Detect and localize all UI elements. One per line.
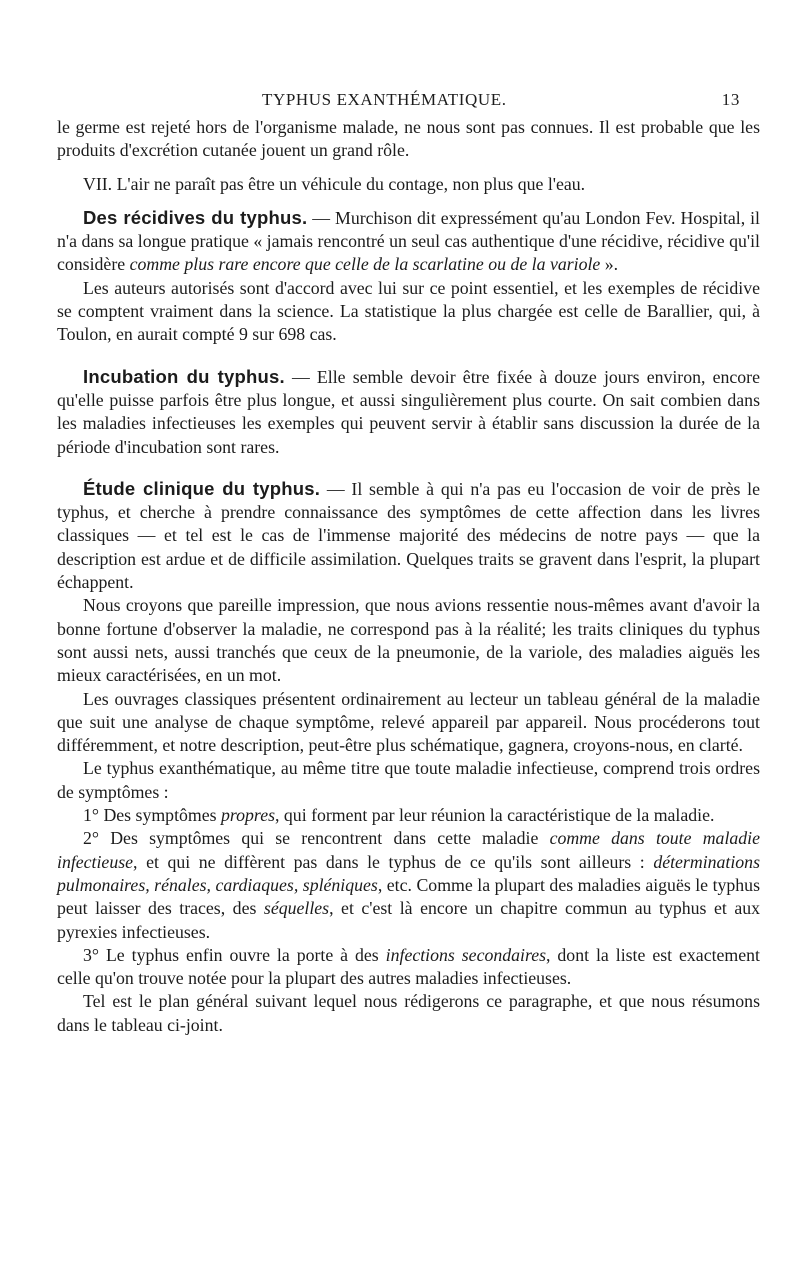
paragraph-continuation: le germe est rejeté hors de l'organisme malade, ne nous sont pas connues. Il est probable que les produits d'excrétion cutanée jouent un grand rôle. [57,117,760,161]
section-heading-etude: Étude clinique du typhus. [83,477,321,499]
list-item-1: 1° Des symptômes propres, qui forment par leur réunion la caractéristique de la maladie. [83,805,715,826]
page-number: 13 [721,90,740,109]
paragraph-trois-ordres: Le typhus exanthématique, au même titre que toute maladie infectieuse, comprend trois ordres de symptômes : [57,758,760,802]
section-incubation: Incubation du typhus. — Elle semble devoir être fixée à douze jours environ, encore qu'elle puisse parfois être plus longue, et aussi singulièrement plus courte. On sait combien dans les maladies infectieuses les exemples qui peuvent servir à établir sans discussion la durée de la période d'incubation sont rares. [57,365,760,457]
running-header [262,90,740,114]
section-etude-clinique: Étude clinique du typhus. — Il semble à qui n'a pas eu l'occasion de voir de près le typhus, et cherche à prendre connaissance des symptômes de cette affection dans les livres classiques — et tel est le cas de l'immense majorité des médecins de notre pays — que la description est ardue et de difficile assimilation. Quelques traits se gravent dans l'esprit, la plupart échappent. [57,477,760,593]
paragraph-auteurs: Les auteurs autorisés sont d'accord avec lui sur ce point essentiel, et les exemples de récidive se comptent vraiment dans la science. La statistique la plus chargée est celle de Barallier, qui, à Toulon, en aurait compté 9 sur 698 cas. [57,277,760,345]
section-heading-recidives: Des récidives du typhus. [83,206,308,228]
paragraph-ouvrages: Les ouvrages classiques présentent ordinairement au lecteur un tableau général de la maladie que suit une analyse de chaque symptôme, relevé appareil par appareil. Nous procéderons tout différemment, et notre description, peut-être plus schématique, gagnera, croyons-nous, en clarté. [57,688,760,756]
section-heading-incubation: Incubation du typhus. [83,365,285,387]
body-text [57,116,760,1037]
list-item-2: 2° Des symptômes qui se rencontrent dans cette maladie comme dans toute maladie infectieuse, et qui ne diffèrent pas dans le typhus de ce qu'ils sont ailleurs : déterminations pulmonaires, rénales, cardiaques, spléniques, etc. Comme la plupart des maladies aiguës le typhus peut laisser des traces, des séquelles, et c'est là encore un chapitre commun au typhus et aux pyrexies infectieuses. [57,828,761,942]
paragraph-impression: Nous croyons que pareille impression, que nous avions ressentie nous-mêmes avant d'avoir la bonne fortune d'observer la maladie, ne correspond pas à la réalité; les traits cliniques du typhus sont aussi nets, aussi tranchés que ceux de la pneumonie, de la variole, des maladies aiguës les mieux caractérisées, en un mot. [57,595,760,686]
paragraph-vii: VII. L'air ne paraît pas être un véhicule du contage, non plus que l'eau. [83,173,586,194]
running-title: TYPHUS EXANTHÉMATIQUE. [262,90,507,109]
section-recidives: Des récidives du typhus. — Murchison dit expressément qu'au London Fev. Hospital, il n'a dans sa longue pratique « jamais rencontré un seul cas authentique d'une récidive, récidive qu'il considère comme plus rare encore que celle de la scarlatine ou de la variole ». [57,206,760,275]
paragraph-plan: Tel est le plan général suivant lequel nous rédigerons ce paragraphe, et que nous résumons dans le tableau ci-joint. [57,991,760,1035]
list-item-3: 3° Le typhus enfin ouvre la porte à des infections secondaires, dont la liste est exactement celle qu'on trouve notée pour la plupart des autres maladies infectieuses. [57,944,760,989]
